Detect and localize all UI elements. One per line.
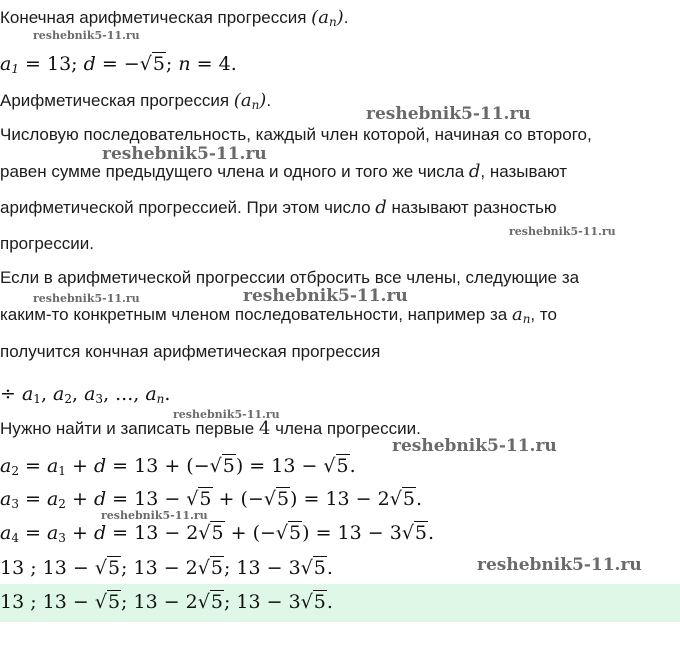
watermark: reshebnik5-11.ru xyxy=(477,555,642,575)
definition-line-3: арифметической прогрессией. При этом число d называют разностью xyxy=(0,197,557,218)
watermark: reshebnik5-11.ru xyxy=(392,436,557,456)
watermark: reshebnik5-11.ru xyxy=(243,286,408,306)
watermark: reshebnik5-11.ru xyxy=(366,104,531,124)
watermark: reshebnik5-11.ru xyxy=(33,29,140,42)
sequence-notation: ÷ $a_1$, $a_2$, $a_3$, ..., $a_n$. xyxy=(0,383,171,406)
watermark: reshebnik5-11.ru xyxy=(173,408,280,421)
watermark: reshebnik5-11.ru xyxy=(33,292,140,305)
step-a2: $a_2 = a_1 + d = 13 + (-√5) = 13 - √5$. xyxy=(0,455,356,478)
step-a3: $a_3 = a_2 + d = 13 - √5 + (-√5) = 13 - 2√5$. xyxy=(0,488,422,511)
task-text: Нужно найти и записать первые 4 члена прогрессии. xyxy=(0,418,421,439)
given-data: $a_1 = 13$; d = −√5; n = 4. xyxy=(0,53,237,76)
watermark: reshebnik5-11.ru xyxy=(101,509,208,522)
finite-line-2: каким-то конкретным членом последовательности, например за $a_n$, то xyxy=(0,304,557,326)
definition-line-4: прогрессии. xyxy=(0,234,94,253)
watermark: reshebnik5-11.ru xyxy=(509,225,616,238)
step-a4: $a_4 = a_3 + d = 13 - 2√5 + (-√5) = 13 - 3√5$. xyxy=(0,522,435,545)
section-heading: Арифметическая прогрессия $(a_n)$. xyxy=(0,90,272,112)
answer-line: 13 ; 13 − √5; 13 − 2√5; 13 − 3√5. xyxy=(0,591,333,613)
definition-line-1: Числовую последовательность, каждый член которой, начиная со второго, xyxy=(0,125,592,144)
finite-line-1: Если в арифметической прогрессии отбросить все члены, следующие за xyxy=(0,268,580,287)
finite-line-3: получится кончная арифметическая прогрессия xyxy=(0,342,381,361)
answer-box xyxy=(0,584,680,622)
result-line: 13 ; 13 − √5; 13 − 2√5; 13 − 3√5. xyxy=(0,557,333,579)
watermark: reshebnik5-11.ru xyxy=(102,144,267,164)
definition-line-2: равен сумме предыдущего члена и одного и того же числа d, называют xyxy=(0,161,567,182)
problem-heading: Конечная арифметическая прогрессия $(a_n)$. xyxy=(0,7,349,29)
